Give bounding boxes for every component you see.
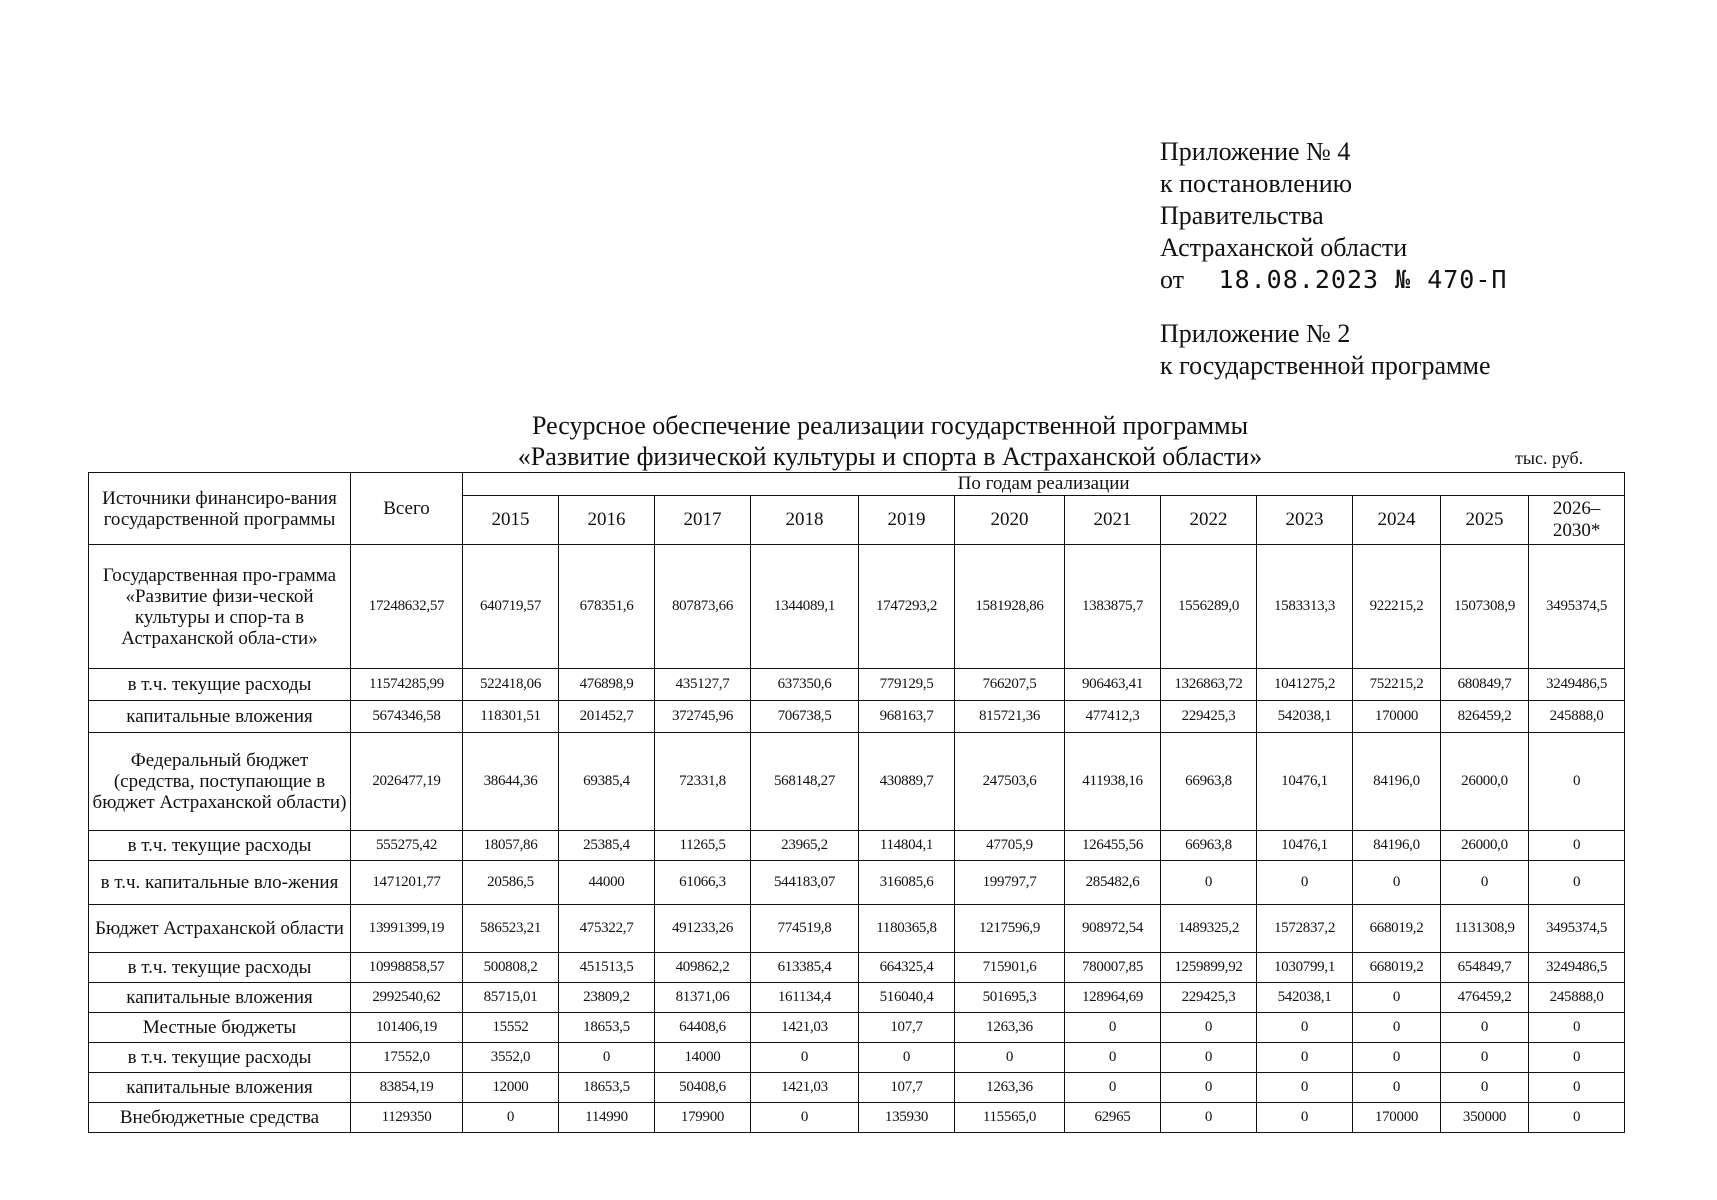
total-cell: 1471201,77 bbox=[351, 861, 463, 905]
year-value-cell: 245888,0 bbox=[1529, 983, 1625, 1013]
year-header: 2018 bbox=[751, 496, 859, 545]
year-value-cell: 23809,2 bbox=[559, 983, 655, 1013]
appendix2-line: к государственной программе bbox=[1160, 351, 1491, 380]
year-value-cell: 1383875,7 bbox=[1065, 545, 1161, 669]
year-value-cell: 0 bbox=[751, 1043, 859, 1073]
appendix4-line: Правительства bbox=[1160, 201, 1324, 230]
source-label: в т.ч. текущие расходы bbox=[89, 953, 351, 983]
appendix-header bbox=[1160, 136, 1680, 382]
year-value-cell: 0 bbox=[1441, 1043, 1529, 1073]
year-value-cell: 0 bbox=[1529, 1013, 1625, 1043]
year-value-cell: 780007,85 bbox=[1065, 953, 1161, 983]
year-value-cell: 107,7 bbox=[859, 1013, 955, 1043]
year-value-cell: 1217596,9 bbox=[955, 905, 1065, 953]
year-value-cell: 0 bbox=[1529, 831, 1625, 861]
year-value-cell: 922215,2 bbox=[1353, 545, 1441, 669]
year-value-cell: 0 bbox=[1441, 1073, 1529, 1103]
year-value-cell: 476459,2 bbox=[1441, 983, 1529, 1013]
year-value-cell: 430889,7 bbox=[859, 733, 955, 831]
year-value-cell: 118301,51 bbox=[463, 701, 559, 733]
table-row bbox=[89, 1103, 1625, 1133]
year-value-cell: 0 bbox=[1353, 1043, 1441, 1073]
year-value-cell: 0 bbox=[1529, 1103, 1625, 1133]
year-value-cell: 107,7 bbox=[859, 1073, 955, 1103]
table-row bbox=[89, 669, 1625, 701]
year-value-cell: 18653,5 bbox=[559, 1073, 655, 1103]
year-value-cell: 826459,2 bbox=[1441, 701, 1529, 733]
year-header: 2020 bbox=[955, 496, 1065, 545]
year-value-cell: 664325,4 bbox=[859, 953, 955, 983]
year-value-cell: 85715,01 bbox=[463, 983, 559, 1013]
total-cell: 10998858,57 bbox=[351, 953, 463, 983]
year-value-cell: 18057,86 bbox=[463, 831, 559, 861]
year-value-cell: 23965,2 bbox=[751, 831, 859, 861]
total-cell: 13991399,19 bbox=[351, 905, 463, 953]
source-label: капитальные вложения bbox=[89, 701, 351, 733]
total-column-header: Всего bbox=[351, 473, 463, 545]
source-label: в т.ч. текущие расходы bbox=[89, 1043, 351, 1073]
date-stamp: 18.08.2023 № 470-П bbox=[1218, 265, 1508, 294]
year-value-cell: 229425,3 bbox=[1161, 983, 1257, 1013]
year-value-cell: 26000,0 bbox=[1441, 831, 1529, 861]
year-value-cell: 586523,21 bbox=[463, 905, 559, 953]
year-value-cell: 0 bbox=[1257, 1013, 1353, 1043]
year-value-cell: 44000 bbox=[559, 861, 655, 905]
year-value-cell: 542038,1 bbox=[1257, 983, 1353, 1013]
year-value-cell: 542038,1 bbox=[1257, 701, 1353, 733]
years-group-header: По годам реализации bbox=[463, 473, 1625, 496]
appendix4-line: к постановлению bbox=[1160, 169, 1353, 198]
year-value-cell: 84196,0 bbox=[1353, 733, 1441, 831]
year-value-cell: 1421,03 bbox=[751, 1073, 859, 1103]
year-value-cell: 247503,6 bbox=[955, 733, 1065, 831]
year-value-cell: 12000 bbox=[463, 1073, 559, 1103]
date-prefix: от bbox=[1160, 265, 1185, 294]
year-value-cell: 640719,57 bbox=[463, 545, 559, 669]
year-value-cell: 0 bbox=[1161, 1103, 1257, 1133]
year-value-cell: 350000 bbox=[1441, 1103, 1529, 1133]
table-row bbox=[89, 905, 1625, 953]
appendix4-line: Астраханской области bbox=[1160, 233, 1408, 262]
year-value-cell: 1581928,86 bbox=[955, 545, 1065, 669]
year-header: 2021 bbox=[1065, 496, 1161, 545]
year-value-cell: 25385,4 bbox=[559, 831, 655, 861]
budget-table bbox=[88, 472, 1625, 1133]
year-value-cell: 66963,8 bbox=[1161, 831, 1257, 861]
year-value-cell: 1556289,0 bbox=[1161, 545, 1257, 669]
year-value-cell: 1326863,72 bbox=[1161, 669, 1257, 701]
appendix4-line: Приложение № 4 bbox=[1160, 137, 1351, 166]
year-value-cell: 613385,4 bbox=[751, 953, 859, 983]
year-header: 2026–2030* bbox=[1529, 496, 1625, 545]
year-value-cell: 752215,2 bbox=[1353, 669, 1441, 701]
year-value-cell: 1583313,3 bbox=[1257, 545, 1353, 669]
year-value-cell: 0 bbox=[559, 1043, 655, 1073]
year-value-cell: 0 bbox=[1065, 1043, 1161, 1073]
year-value-cell: 285482,6 bbox=[1065, 861, 1161, 905]
year-value-cell: 66963,8 bbox=[1161, 733, 1257, 831]
year-value-cell: 161134,4 bbox=[751, 983, 859, 1013]
year-value-cell: 20586,5 bbox=[463, 861, 559, 905]
year-value-cell: 170000 bbox=[1353, 1103, 1441, 1133]
year-value-cell: 476898,9 bbox=[559, 669, 655, 701]
year-header: 2024 bbox=[1353, 496, 1441, 545]
year-value-cell: 0 bbox=[1441, 1013, 1529, 1043]
year-value-cell: 11265,5 bbox=[655, 831, 751, 861]
table-row bbox=[89, 1073, 1625, 1103]
year-value-cell: 908972,54 bbox=[1065, 905, 1161, 953]
table-row bbox=[89, 983, 1625, 1013]
year-value-cell: 128964,69 bbox=[1065, 983, 1161, 1013]
year-value-cell: 50408,6 bbox=[655, 1073, 751, 1103]
year-value-cell: 0 bbox=[1257, 1043, 1353, 1073]
year-value-cell: 0 bbox=[751, 1103, 859, 1133]
table-row bbox=[89, 1043, 1625, 1073]
year-value-cell: 654849,7 bbox=[1441, 953, 1529, 983]
year-value-cell: 135930 bbox=[859, 1103, 955, 1133]
year-value-cell: 544183,07 bbox=[751, 861, 859, 905]
year-value-cell: 316085,6 bbox=[859, 861, 955, 905]
year-value-cell: 477412,3 bbox=[1065, 701, 1161, 733]
year-value-cell: 491233,26 bbox=[655, 905, 751, 953]
year-value-cell: 0 bbox=[1161, 1013, 1257, 1043]
source-label: капитальные вложения bbox=[89, 1073, 351, 1103]
year-value-cell: 0 bbox=[1065, 1073, 1161, 1103]
year-value-cell: 1507308,9 bbox=[1441, 545, 1529, 669]
year-value-cell: 680849,7 bbox=[1441, 669, 1529, 701]
year-value-cell: 1421,03 bbox=[751, 1013, 859, 1043]
table-row bbox=[89, 733, 1625, 831]
year-value-cell: 1344089,1 bbox=[751, 545, 859, 669]
title-line-2: «Развитие физической культуры и спорта в Астраханской области» bbox=[517, 442, 1263, 471]
year-value-cell: 0 bbox=[1353, 983, 1441, 1013]
year-value-cell: 968163,7 bbox=[859, 701, 955, 733]
title-line-1: Ресурсное обеспечение реализации государственной программы bbox=[531, 411, 1249, 440]
year-value-cell: 0 bbox=[463, 1103, 559, 1133]
year-value-cell: 501695,3 bbox=[955, 983, 1065, 1013]
year-value-cell: 229425,3 bbox=[1161, 701, 1257, 733]
year-value-cell: 815721,36 bbox=[955, 701, 1065, 733]
total-cell: 555275,42 bbox=[351, 831, 463, 861]
year-value-cell: 1180365,8 bbox=[859, 905, 955, 953]
year-value-cell: 10476,1 bbox=[1257, 831, 1353, 861]
resolution-date-line bbox=[1160, 264, 1680, 296]
year-value-cell: 0 bbox=[1529, 1043, 1625, 1073]
year-value-cell: 1747293,2 bbox=[859, 545, 955, 669]
total-cell: 5674346,58 bbox=[351, 701, 463, 733]
year-value-cell: 0 bbox=[1529, 1073, 1625, 1103]
year-value-cell: 84196,0 bbox=[1353, 831, 1441, 861]
source-label: Федеральный бюджет (средства, поступающие в бюджет Астраханской области) bbox=[89, 733, 351, 831]
year-value-cell: 1030799,1 bbox=[1257, 953, 1353, 983]
total-cell: 2992540,62 bbox=[351, 983, 463, 1013]
year-value-cell: 0 bbox=[1353, 1073, 1441, 1103]
year-value-cell: 0 bbox=[1257, 1103, 1353, 1133]
document-title bbox=[440, 410, 1340, 472]
year-value-cell: 0 bbox=[1161, 1043, 1257, 1073]
year-value-cell: 1489325,2 bbox=[1161, 905, 1257, 953]
year-value-cell: 0 bbox=[1529, 733, 1625, 831]
year-value-cell: 435127,7 bbox=[655, 669, 751, 701]
year-value-cell: 62965 bbox=[1065, 1103, 1161, 1133]
total-cell: 11574285,99 bbox=[351, 669, 463, 701]
year-value-cell: 715901,6 bbox=[955, 953, 1065, 983]
year-value-cell: 0 bbox=[955, 1043, 1065, 1073]
year-value-cell: 1259899,92 bbox=[1161, 953, 1257, 983]
source-column-header: Источники финансиро-вания государственной программы bbox=[89, 473, 351, 545]
year-value-cell: 114804,1 bbox=[859, 831, 955, 861]
year-value-cell: 0 bbox=[859, 1043, 955, 1073]
source-label: Местные бюджеты bbox=[89, 1013, 351, 1043]
year-value-cell: 18653,5 bbox=[559, 1013, 655, 1043]
year-header: 2017 bbox=[655, 496, 751, 545]
year-value-cell: 10476,1 bbox=[1257, 733, 1353, 831]
year-header: 2025 bbox=[1441, 496, 1529, 545]
year-value-cell: 69385,4 bbox=[559, 733, 655, 831]
source-label: Государственная про-грамма «Развитие физи-ческой культуры и спор-та в Астраханской обла-сти» bbox=[89, 545, 351, 669]
year-value-cell: 3495374,5 bbox=[1529, 905, 1625, 953]
year-value-cell: 0 bbox=[1353, 1013, 1441, 1043]
year-value-cell: 3249486,5 bbox=[1529, 669, 1625, 701]
year-value-cell: 522418,06 bbox=[463, 669, 559, 701]
year-value-cell: 0 bbox=[1161, 1073, 1257, 1103]
total-cell: 2026477,19 bbox=[351, 733, 463, 831]
total-cell: 1129350 bbox=[351, 1103, 463, 1133]
year-value-cell: 0 bbox=[1353, 861, 1441, 905]
year-value-cell: 1131308,9 bbox=[1441, 905, 1529, 953]
year-value-cell: 245888,0 bbox=[1529, 701, 1625, 733]
year-value-cell: 1263,36 bbox=[955, 1013, 1065, 1043]
total-cell: 83854,19 bbox=[351, 1073, 463, 1103]
year-value-cell: 64408,6 bbox=[655, 1013, 751, 1043]
year-value-cell: 47705,9 bbox=[955, 831, 1065, 861]
year-value-cell: 411938,16 bbox=[1065, 733, 1161, 831]
year-value-cell: 409862,2 bbox=[655, 953, 751, 983]
unit-label: тыс. руб. bbox=[1515, 448, 1584, 468]
year-value-cell: 0 bbox=[1161, 861, 1257, 905]
source-label: Бюджет Астраханской области bbox=[89, 905, 351, 953]
year-value-cell: 0 bbox=[1441, 861, 1529, 905]
source-label: в т.ч. текущие расходы bbox=[89, 669, 351, 701]
table-row bbox=[89, 701, 1625, 733]
year-value-cell: 637350,6 bbox=[751, 669, 859, 701]
year-value-cell: 906463,41 bbox=[1065, 669, 1161, 701]
year-value-cell: 126455,56 bbox=[1065, 831, 1161, 861]
year-value-cell: 0 bbox=[1529, 861, 1625, 905]
appendix2-line: Приложение № 2 bbox=[1160, 319, 1351, 348]
year-value-cell: 15552 bbox=[463, 1013, 559, 1043]
year-header: 2015 bbox=[463, 496, 559, 545]
year-value-cell: 516040,4 bbox=[859, 983, 955, 1013]
year-value-cell: 1572837,2 bbox=[1257, 905, 1353, 953]
year-value-cell: 38644,36 bbox=[463, 733, 559, 831]
source-label: в т.ч. текущие расходы bbox=[89, 831, 351, 861]
total-cell: 101406,19 bbox=[351, 1013, 463, 1043]
year-value-cell: 706738,5 bbox=[751, 701, 859, 733]
year-value-cell: 500808,2 bbox=[463, 953, 559, 983]
year-value-cell: 475322,7 bbox=[559, 905, 655, 953]
table-row bbox=[89, 1013, 1625, 1043]
year-value-cell: 26000,0 bbox=[1441, 733, 1529, 831]
year-value-cell: 1041275,2 bbox=[1257, 669, 1353, 701]
year-value-cell: 72331,8 bbox=[655, 733, 751, 831]
source-label: капитальные вложения bbox=[89, 983, 351, 1013]
year-value-cell: 372745,96 bbox=[655, 701, 751, 733]
year-value-cell: 14000 bbox=[655, 1043, 751, 1073]
source-label: Внебюджетные средства bbox=[89, 1103, 351, 1133]
year-header: 2022 bbox=[1161, 496, 1257, 545]
year-value-cell: 3495374,5 bbox=[1529, 545, 1625, 669]
year-value-cell: 3249486,5 bbox=[1529, 953, 1625, 983]
year-header: 2019 bbox=[859, 496, 955, 545]
year-value-cell: 668019,2 bbox=[1353, 953, 1441, 983]
table-row bbox=[89, 861, 1625, 905]
year-value-cell: 81371,06 bbox=[655, 983, 751, 1013]
table-row bbox=[89, 545, 1625, 669]
year-value-cell: 774519,8 bbox=[751, 905, 859, 953]
table-row bbox=[89, 953, 1625, 983]
year-value-cell: 179900 bbox=[655, 1103, 751, 1133]
year-value-cell: 0 bbox=[1257, 1073, 1353, 1103]
year-value-cell: 114990 bbox=[559, 1103, 655, 1133]
year-value-cell: 779129,5 bbox=[859, 669, 955, 701]
year-value-cell: 766207,5 bbox=[955, 669, 1065, 701]
year-value-cell: 451513,5 bbox=[559, 953, 655, 983]
year-value-cell: 678351,6 bbox=[559, 545, 655, 669]
year-header: 2016 bbox=[559, 496, 655, 545]
source-label: в т.ч. капитальные вло-жения bbox=[89, 861, 351, 905]
year-value-cell: 0 bbox=[1065, 1013, 1161, 1043]
table-row bbox=[89, 831, 1625, 861]
total-cell: 17552,0 bbox=[351, 1043, 463, 1073]
year-value-cell: 61066,3 bbox=[655, 861, 751, 905]
year-value-cell: 201452,7 bbox=[559, 701, 655, 733]
year-value-cell: 807873,66 bbox=[655, 545, 751, 669]
year-value-cell: 115565,0 bbox=[955, 1103, 1065, 1133]
year-value-cell: 1263,36 bbox=[955, 1073, 1065, 1103]
year-value-cell: 668019,2 bbox=[1353, 905, 1441, 953]
year-value-cell: 0 bbox=[1257, 861, 1353, 905]
budget-table-body bbox=[89, 545, 1625, 1133]
year-value-cell: 199797,7 bbox=[955, 861, 1065, 905]
total-cell: 17248632,57 bbox=[351, 545, 463, 669]
year-header: 2023 bbox=[1257, 496, 1353, 545]
year-value-cell: 170000 bbox=[1353, 701, 1441, 733]
year-value-cell: 568148,27 bbox=[751, 733, 859, 831]
year-value-cell: 3552,0 bbox=[463, 1043, 559, 1073]
